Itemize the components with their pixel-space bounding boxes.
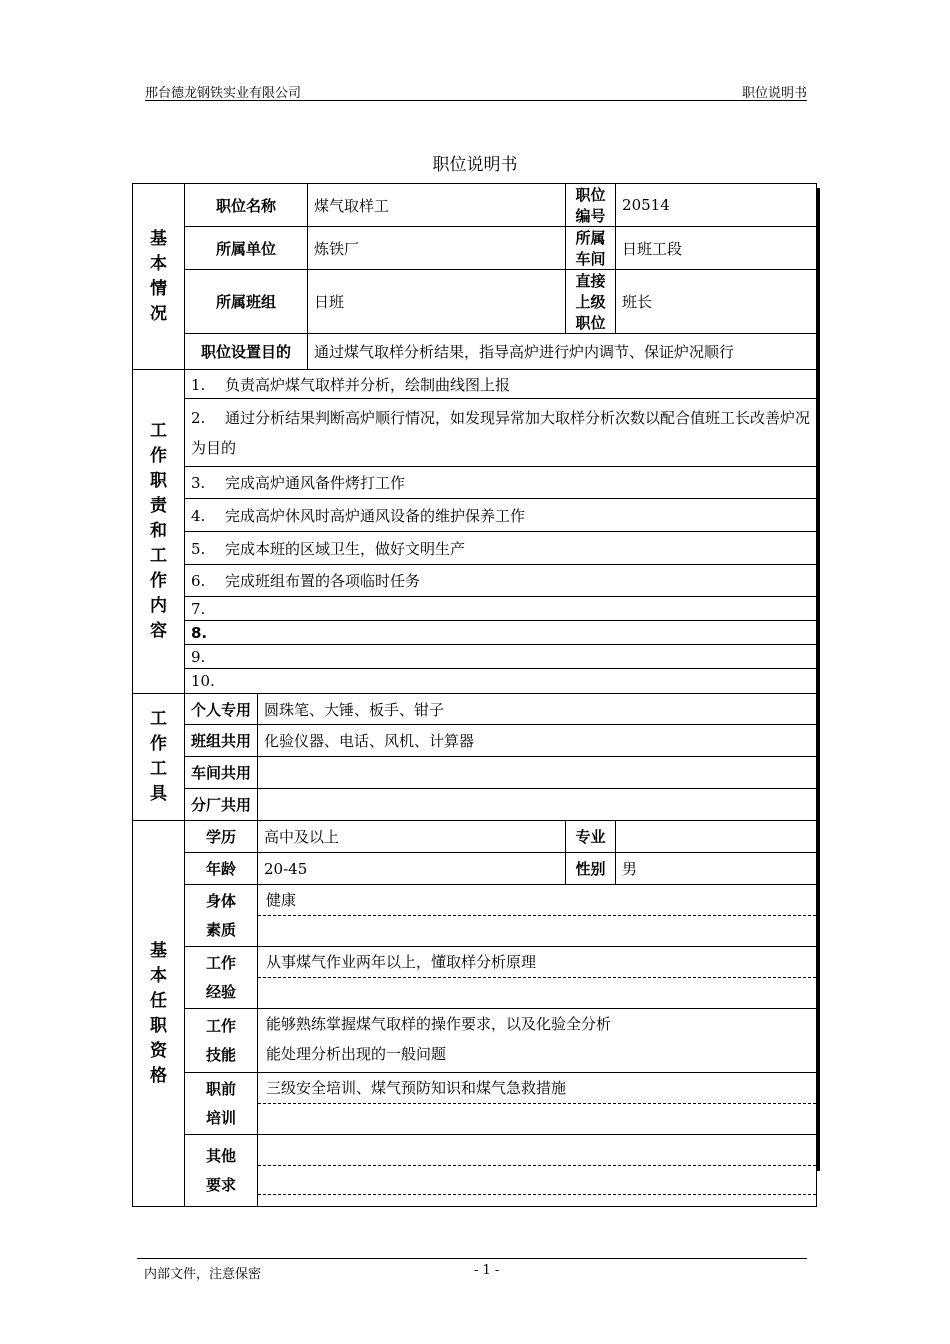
other-label — [185, 1135, 258, 1207]
gender-label: 性别 — [566, 853, 616, 885]
qual-row-age — [133, 853, 817, 885]
position-code-label: 职位编号 — [566, 184, 616, 227]
qual-row-experience — [133, 947, 817, 1009]
unit-label: 所属单位 — [185, 227, 308, 270]
header-company: 邢台德龙钢铁实业有限公司 — [145, 86, 302, 101]
team-value: 日班 — [308, 270, 566, 334]
physical-line-1: 健康 — [258, 885, 816, 916]
duty-text: 完成高炉通风备件烤打工作 — [225, 474, 406, 492]
major-label: 专业 — [566, 821, 616, 853]
duty-text: 完成班组布置的各项临时任务 — [225, 572, 421, 590]
purpose-value: 通过煤气取样分析结果，指导高炉进行炉内调节、保证炉况顺行 — [308, 334, 817, 370]
duty-number: 9. — [191, 647, 206, 666]
duty-number: 5. — [191, 539, 206, 558]
other-line-2 — [258, 1166, 816, 1195]
duty-row — [133, 532, 817, 565]
education-value: 高中及以上 — [258, 821, 566, 853]
experience-value — [258, 947, 817, 1009]
skills-line-1: 能够熟练掌握煤气取样的操作要求，以及化验全分析 — [266, 1015, 612, 1033]
duty-item-9 — [185, 645, 817, 669]
duty-item-4 — [185, 499, 817, 532]
basic-row-1 — [133, 184, 817, 227]
physical-label-text: 身体素质 — [205, 891, 236, 939]
duty-number: 2. — [191, 408, 206, 427]
qual-row-other — [133, 1135, 817, 1207]
tool-value: 化验仪器、电话、风机、计算器 — [258, 725, 817, 757]
duty-item-7 — [185, 597, 817, 621]
tool-label: 分厂共用 — [185, 789, 258, 821]
qual-row-education — [133, 821, 817, 853]
duty-item-8 — [185, 621, 817, 645]
tool-row — [133, 694, 817, 725]
header-doc-type: 职位说明书 — [741, 86, 807, 101]
training-line-2 — [258, 1104, 816, 1134]
basic-row-2 — [133, 227, 817, 270]
duty-item-5 — [185, 532, 817, 565]
training-label-text: 职前培训 — [205, 1079, 236, 1127]
job-description-table — [132, 183, 817, 1207]
age-label: 年龄 — [185, 853, 258, 885]
training-value — [258, 1073, 817, 1135]
position-name-value: 煤气取样工 — [308, 184, 566, 227]
duty-row — [133, 597, 817, 621]
section-duties — [133, 370, 185, 694]
tool-label: 车间共用 — [185, 757, 258, 789]
physical-line-2 — [258, 916, 816, 946]
training-label — [185, 1073, 258, 1135]
duty-text: 完成高炉休风时高炉通风设备的维护保养工作 — [225, 506, 526, 525]
experience-label-text: 工作经验 — [205, 953, 236, 1001]
duty-number: 4. — [191, 506, 206, 525]
position-name-label: 职位名称 — [185, 184, 308, 227]
position-code-value: 20514 — [616, 184, 817, 227]
tool-value — [258, 789, 817, 821]
tool-label: 班组共用 — [185, 725, 258, 757]
basic-row-4 — [133, 334, 817, 370]
tool-row — [133, 789, 817, 821]
duty-number: 3. — [191, 474, 206, 492]
duty-row — [133, 645, 817, 669]
superior-label: 直接上级职位 — [566, 270, 616, 334]
duty-number: 8. — [191, 623, 208, 642]
page-footer — [137, 1258, 807, 1282]
section-basic-info — [133, 184, 185, 370]
duty-number: 7. — [191, 599, 206, 618]
major-value — [616, 821, 817, 853]
tool-row — [133, 725, 817, 757]
duty-text: 通过分析结果判断高炉顺行情况，如发现异常加大取样分析次数以配合值班工长改善炉况为目的 — [191, 408, 811, 457]
duty-text: 完成本班的区域卫生，做好文明生产 — [225, 539, 466, 558]
duty-row — [133, 399, 817, 467]
section-qualifications — [133, 821, 185, 1207]
skills-value — [258, 1009, 817, 1073]
training-line-1: 三级安全培训、煤气预防知识和煤气急救措施 — [258, 1073, 816, 1104]
education-label: 学历 — [185, 821, 258, 853]
duty-item-1 — [185, 370, 817, 399]
physical-label — [185, 885, 258, 947]
duty-item-6 — [185, 565, 817, 597]
qual-row-skills — [133, 1009, 817, 1073]
duty-number: 10. — [191, 672, 215, 690]
purpose-label: 职位设置目的 — [185, 334, 308, 370]
experience-line-2 — [258, 978, 816, 1008]
duty-row — [133, 370, 817, 399]
qual-row-physical — [133, 885, 817, 947]
page-header — [145, 82, 807, 101]
section-tools — [133, 694, 185, 821]
workshop-value: 日班工段 — [616, 227, 817, 270]
other-value — [258, 1135, 817, 1207]
duty-row — [133, 467, 817, 499]
experience-label — [185, 947, 258, 1009]
footer-confidential: 内部文件，注意保密 — [144, 1267, 262, 1282]
other-label-text: 其他要求 — [205, 1146, 236, 1194]
gender-value: 男 — [616, 853, 817, 885]
duty-item-10 — [185, 669, 817, 694]
duty-number: 6. — [191, 572, 206, 590]
duty-row — [133, 499, 817, 532]
experience-line-1: 从事煤气作业两年以上，懂取样分析原理 — [258, 947, 816, 978]
tool-label: 个人专用 — [185, 694, 258, 725]
skills-line-2: 能处理分析出现的一般问题 — [266, 1045, 447, 1063]
skills-label-text: 工作技能 — [205, 1016, 236, 1064]
age-value: 20-45 — [258, 853, 566, 885]
team-label: 所属班组 — [185, 270, 308, 334]
other-line-1 — [258, 1141, 816, 1166]
physical-value — [258, 885, 817, 947]
section-tools-label: 工作工具 — [150, 709, 167, 804]
section-qualifications-label: 基本任职资格 — [150, 940, 167, 1086]
section-duties-label: 工作职责和工作内容 — [150, 421, 167, 641]
unit-value: 炼铁厂 — [308, 227, 566, 270]
duty-row — [133, 669, 817, 694]
tool-value — [258, 757, 817, 789]
tool-value: 圆珠笔、大锤、板手、钳子 — [258, 694, 817, 725]
qual-row-training — [133, 1073, 817, 1135]
duty-item-2 — [185, 399, 817, 467]
duty-row — [133, 565, 817, 597]
duty-row — [133, 621, 817, 645]
doc-title: 职位说明书 — [432, 155, 518, 175]
duty-item-3 — [185, 467, 817, 499]
footer-page-number: - 1 - — [474, 1263, 500, 1278]
superior-value: 班长 — [616, 270, 817, 334]
skills-label — [185, 1009, 258, 1073]
duty-number: 1. — [191, 375, 206, 394]
tool-row — [133, 757, 817, 789]
workshop-label: 所属车间 — [566, 227, 616, 270]
basic-row-3 — [133, 270, 817, 334]
duty-text: 负责高炉煤气取样并分析，绘制曲线图上报 — [225, 375, 511, 394]
section-basic-info-label: 基本情况 — [150, 228, 167, 324]
